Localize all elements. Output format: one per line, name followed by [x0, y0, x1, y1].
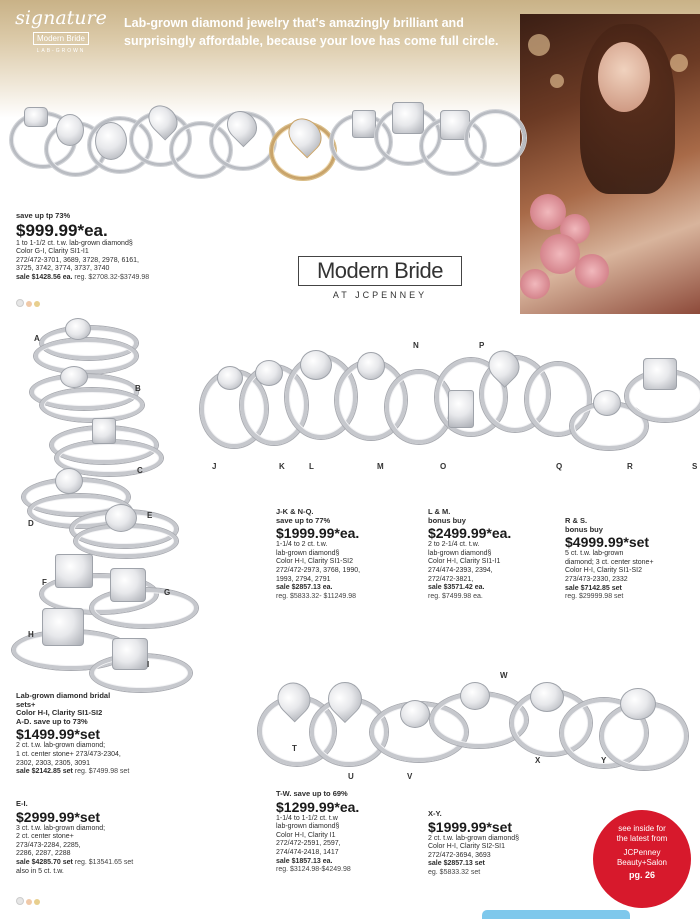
offer-jk-reg: reg. $5833.32- $11249.98 — [276, 592, 357, 600]
offer-ei-line: 2286, 2287, 2288 — [16, 850, 71, 858]
ring-letter: P — [479, 341, 485, 350]
offer-jk-line: 272/472-2973, 3768, 1990, — [276, 566, 361, 574]
offer-lm-line: Color H-I, Clarity SI1-I1 — [428, 558, 501, 566]
offer-rs-savings: bonus buy — [565, 524, 603, 534]
offer-rs-reg: reg. $29999.98 set — [565, 593, 624, 601]
offer-lm-line: lab-grown diamond§ — [428, 549, 492, 557]
offer-rs-label: R & S. — [565, 516, 588, 525]
badge-line2: the latest from — [616, 834, 668, 843]
offer-tw-line: lab-grown diamond§ — [276, 823, 340, 831]
offer-lm-reg: reg. $7499.98 ea. — [428, 592, 483, 600]
badge-page: pg. 26 — [628, 870, 655, 880]
offer-top-savings: save up tp 73% — [16, 211, 71, 220]
offer-top-line: Color G-I, Clarity SI1-I1 — [16, 248, 89, 256]
offer-rs-line: diamond; 3 ct. center stone+ — [565, 558, 654, 566]
offer-ad-reg: reg. $7499.98 set — [74, 768, 130, 776]
badge-line4: Beauty+Salon — [616, 858, 668, 867]
offer-tw — [276, 790, 416, 875]
modern-bride-sub: AT JCPENNEY — [332, 290, 428, 300]
tagline: Lab-grown diamond jewelry that's amazingly brilliant and surprisingly affordable, because your love has come full circle. — [124, 16, 499, 48]
metal-swatches-bottom — [16, 892, 42, 910]
offer-lm-savings: bonus buy — [428, 515, 466, 525]
offer-rs-line: 5 ct. t.w. lab-grown — [565, 550, 624, 558]
offer-lm-sale: sale $3571.42 ea. — [428, 584, 485, 592]
ring-letter: I — [147, 660, 150, 669]
ring-letter: C — [137, 466, 143, 475]
offer-lm-line: 272/472-3821, — [428, 575, 474, 583]
offer-top-reg: reg. $2708.32-$3749.98 — [74, 273, 150, 281]
ring-letter: D — [28, 519, 34, 528]
ring-row-bottom — [250, 668, 690, 778]
ring-letter: S — [692, 462, 698, 471]
metal-swatches — [16, 294, 42, 312]
ring-letter: F — [42, 578, 47, 587]
offer-ei-line: 2 ct. center stone+ — [16, 833, 74, 841]
offer-ei-sale: sale $4285.70 set — [16, 858, 73, 866]
offer-ei — [16, 800, 216, 876]
ring-letter: V — [407, 772, 413, 781]
offer-tw-savings: save up to 69% — [293, 789, 348, 798]
logo-brand: Modern Bride — [33, 32, 89, 45]
offer-rs-line: Color H-I, Clarity SI1-SI2 — [565, 567, 643, 575]
offer-xy-price: $1999.99*set — [428, 818, 513, 835]
offer-ad-sale: sale $2142.85 set — [16, 768, 73, 776]
offer-jk-line: 1993, 2794, 2791 — [276, 575, 331, 583]
offer-ei-label: E-I. — [16, 799, 28, 808]
offer-tw-label: T-W. — [276, 789, 292, 798]
offer-top-line: 3725, 3742, 3774, 3737, 3740 — [16, 265, 110, 273]
offer-xy-line: Color H-I, Clarity SI2-SI1 — [428, 843, 506, 851]
offer-jk-line: Color H-I, Clarity SI1-SI2 — [276, 558, 354, 566]
logo-script: signature — [15, 7, 107, 29]
signature-logo — [12, 8, 110, 54]
ring-letter: U — [348, 772, 354, 781]
ring-letter: W — [500, 671, 508, 680]
swatch-rose — [26, 899, 32, 905]
offer-lm-label: L & M. — [428, 507, 451, 516]
offer-top-price: $999.99*ea. — [16, 220, 108, 240]
offer-rs-line: 273/473-2330, 2332 — [565, 575, 628, 583]
offer-tw-line: 272/472-2591, 2597, — [276, 840, 341, 848]
offer-xy-line: 272/472-3694, 3693 — [428, 851, 491, 859]
offer-ei-price: $2999.99*set — [16, 808, 101, 825]
offer-top-sale: sale $1428.56 ea. — [16, 273, 73, 281]
badge-line3: JCPenney — [623, 848, 661, 857]
offer-tw-price: $1299.99*ea. — [276, 798, 360, 815]
ring-letter: A — [34, 334, 40, 343]
offer-jk-line: lab-grown diamond§ — [276, 549, 340, 557]
swatch-white — [16, 299, 24, 307]
offer-top-line: 1 to 1-1/2 ct. t.w. lab-grown diamond§ — [16, 239, 133, 247]
ring-letter: H — [28, 630, 34, 639]
offer-lm-line: 274/474-2393, 2394, — [428, 566, 493, 574]
offer-xy-sale: sale $2857.13 set — [428, 860, 485, 868]
offer-tw-line: 274/474-2418, 1417 — [276, 848, 339, 856]
offer-jk — [276, 508, 416, 601]
offer-lm-price: $2499.99*ea. — [428, 525, 512, 542]
bride-photo — [520, 14, 700, 314]
offer-rs — [565, 517, 700, 602]
ring-letter: O — [440, 462, 447, 471]
offer-jk-line: 1-1/4 to 2 ct. t.w. — [276, 541, 328, 549]
ring-letter: X — [535, 756, 541, 765]
offer-jk-price: $1999.99*ea. — [276, 525, 360, 542]
swatch-rose — [26, 301, 32, 307]
offer-ad — [16, 692, 206, 777]
offer-jk-sale: sale $2857.13 ea. — [276, 584, 333, 592]
ring-letter: N — [413, 341, 419, 350]
offer-tw-reg: reg. $3124.98-$4249.98 — [276, 866, 351, 874]
offer-ad-line: 1 ct. center stone+ 273/473-2304, — [16, 750, 121, 758]
offer-ad-spec: Color H-I, Clarity SI1-SI2 — [16, 708, 103, 718]
offer-rs-sale: sale $7142.85 set — [565, 584, 622, 592]
offer-lm — [428, 508, 558, 601]
offer-top — [16, 212, 276, 283]
bottom-tab[interactable] — [482, 910, 630, 919]
ring-row-middle — [195, 330, 700, 460]
offer-lm-line: 2 to 2-1/4 ct. t.w. — [428, 541, 480, 549]
swatch-yellow — [34, 899, 40, 905]
offer-ad-line: 2 ct. t.w. lab-grown diamond; — [16, 742, 106, 750]
offer-jk-savings: save up to 77% — [276, 515, 331, 525]
offer-xy-line: 2 ct. t.w. lab-grown diamond§ — [428, 834, 520, 842]
modern-bride-logo: Modern Bride — [298, 256, 462, 286]
badge-line1: see inside for — [618, 824, 666, 833]
offer-ad-savings: A-D. save up to 73% — [16, 716, 88, 726]
offer-tw-sale: sale $1857.13 ea. — [276, 857, 333, 865]
offer-jk-label: J-K & N-Q. — [276, 507, 314, 516]
offer-tw-line: Color H-I, Clarity I1 — [276, 831, 336, 839]
swatch-white — [16, 897, 24, 905]
ring-letter: E — [147, 511, 153, 520]
ring-letter: B — [135, 384, 141, 393]
ring-letter: M — [377, 462, 384, 471]
offer-xy — [428, 810, 578, 878]
offer-ei-line: 273/473-2284, 2285, — [16, 841, 81, 849]
offer-ad-title: Lab-grown diamond bridal sets+ — [16, 691, 111, 709]
ring-letter: G — [164, 588, 171, 597]
offer-xy-label: X-Y. — [428, 809, 442, 818]
offer-ei-reg: reg. $13541.65 set — [74, 858, 134, 866]
logo-sub: LAB-GROWN — [36, 48, 86, 54]
ring-letter: R — [627, 462, 633, 471]
ring-row-top — [0, 92, 520, 202]
offer-xy-reg: eg. $5833.32 set — [428, 868, 481, 876]
ring-letter: T — [292, 744, 297, 753]
ring-stack-left — [0, 318, 190, 698]
beauty-salon-badge[interactable] — [593, 810, 691, 908]
ring-letter: Y — [601, 756, 607, 765]
offer-ei-line: 3 ct. t.w. lab-grown diamond; — [16, 824, 106, 832]
ring-letter: K — [279, 462, 285, 471]
offer-tw-line: 1-1/4 to 1-1/2 ct. t.w — [276, 814, 338, 822]
offer-ad-price: $1499.99*set — [16, 726, 101, 743]
offer-ei-extra: also in 5 ct. t.w. — [16, 867, 64, 875]
ring-letter: J — [212, 462, 217, 471]
offer-ad-line: 2302, 2303, 2305, 3091 — [16, 759, 90, 767]
swatch-yellow — [34, 301, 40, 307]
ring-letter: L — [309, 462, 314, 471]
offer-rs-price: $4999.99*set — [565, 534, 650, 551]
ring-letter: Q — [556, 462, 563, 471]
offer-top-line: 272/472-3701, 3689, 3728, 2978, 6161, — [16, 256, 139, 264]
